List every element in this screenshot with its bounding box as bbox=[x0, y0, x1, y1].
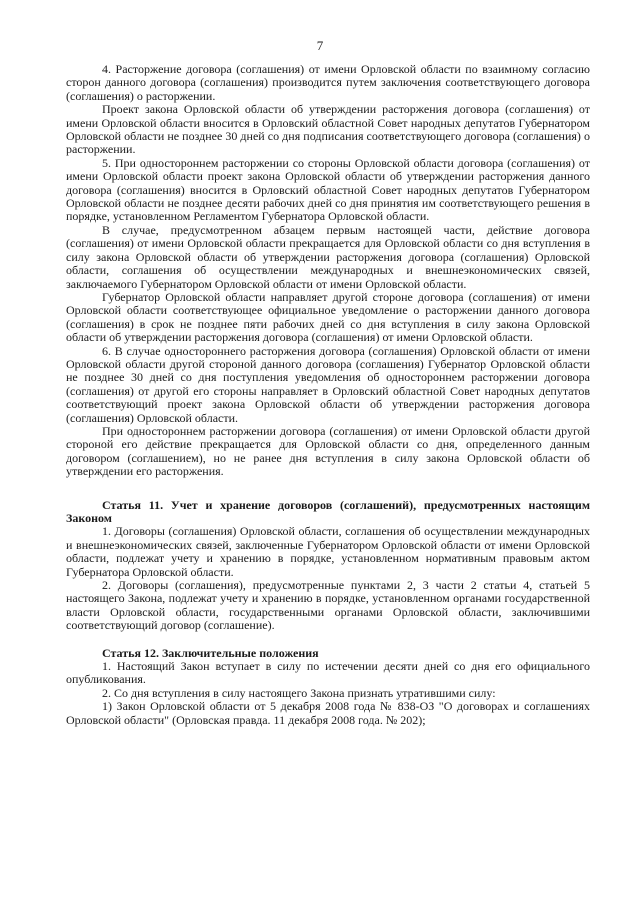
paragraph: 1) Закон Орловской области от 5 декабря 2008 года № 838-ОЗ "О договорах и соглашениях Орловской области" (Орловская правда. 11 декабря 2008 года. № 202); bbox=[66, 699, 590, 727]
paragraph: Губернатор Орловской области направляет другой стороне договора (соглашения) от имени Орловской области соответствующее официальное уведомление о расторжении данного договора (соглашения) в срок не позднее пяти рабочих дней со дня вступления в силу закона Орловской области об утверждении расторжения договора (соглашения) от имени Орловской области. bbox=[66, 289, 590, 345]
paragraph: 2. Договоры (соглашения), предусмотренные пунктами 2, 3 части 2 статьи 4, статьей 5 настоящего Закона, подлежат учету и хранению в порядке, установленном органами государственной власти Орловской области, государственными органами Орловской области, заключившими соответствующий договор (соглашение). bbox=[66, 578, 590, 633]
paragraph: 6. В случае одностороннего расторжения договора (соглашения) Орловской области от имени Орловской области другой стороной данного договора (соглашения) Губернатор Орловской области не позднее 30 дней со дня поступления уведомления об одностороннем расторжении договора (соглашения) от другой его стороны направляет в Орловский областной Совет народных депутатов соответствующий проект закона Орловской области об утверждении расторжения договора (соглашения) Орловской области. bbox=[66, 343, 590, 425]
document-body bbox=[66, 63, 590, 727]
section-spacer bbox=[66, 479, 590, 499]
paragraph: 1. Договоры (соглашения) Орловской области, соглашения об осуществлении международных и внешнеэкономических связей, заключенные Губернатором Орловской области от имени Орловской области, подлежат учету и хранению в порядке, установленном нормативным правовым актом Губернатора Орловской области. bbox=[66, 524, 590, 579]
paragraph: При одностороннем расторжении договора (соглашения) от имени Орловской области другой стороной его действие прекращается для Орловской области со дня, определенного данным договором (соглашением), но не ранее дня вступления в силу закона Орловской области об утверждении его расторжения. bbox=[66, 423, 590, 479]
paragraph: Проект закона Орловской области об утверждении расторжения договора (соглашения) от имени Орловской области вносится в Орловский областной Совет народных депутатов Губернатором Орловской области не позднее 30 дней со дня подписания соответствующего договора (соглашения) о расторжении. bbox=[66, 102, 590, 157]
paragraph: 4. Расторжение договора (соглашения) от имени Орловской области по взаимному согласию сторон данного договора (соглашения) производится путем заключения соответствующего договора (соглашения) о расторжении. bbox=[66, 62, 590, 103]
paragraph: 1. Настоящий Закон вступает в силу по истечении десяти дней со дня его официального опубликования. bbox=[66, 659, 590, 687]
article-heading: Статья 12. Заключительные положения bbox=[102, 645, 319, 660]
paragraph: В случае, предусмотренном абзацем первым настоящей части, действие договора (соглашения) от имени Орловской области прекращается для Орловской области со дня вступления в силу закона Орловской области об утверждении расторжения договора (соглашения) Орловской области, соглашения об осуществлении международных и внешнеэкономических связей, заключаемого Губернатором Орловской области от имени Орловской области. bbox=[66, 222, 590, 291]
page-number: 7 bbox=[316, 38, 324, 53]
paragraph: 5. При одностороннем расторжении со стороны Орловской области договора (соглашения) от имени Орловской области проект закона Орловской области об утверждении расторжения данного договора (соглашения) вносится в Орловский областной Совет народных депутатов Губернатором Орловской области не позднее десяти рабочих дней со дня принятия им соответствующего решения в порядке, установленном Регламентом Губернатора Орловской области. bbox=[66, 155, 590, 224]
paragraph: 2. Со дня вступления в силу настоящего Закона признать утратившими силу: bbox=[102, 685, 496, 700]
section-spacer bbox=[66, 633, 590, 647]
article-heading: Статья 11. Учет и хранение договоров (соглашений), предусмотренных настоящим Законом bbox=[66, 497, 590, 525]
